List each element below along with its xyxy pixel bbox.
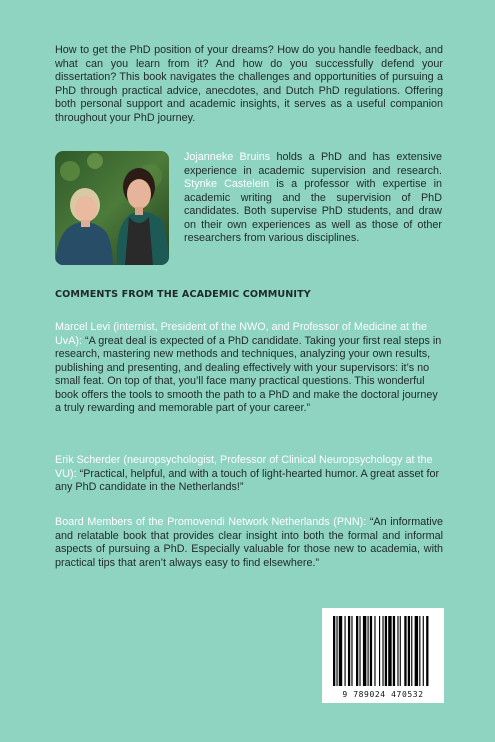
comment-3 bbox=[55, 516, 443, 570]
barcode-bar bbox=[423, 616, 424, 686]
comment-3-quote: “An informative and relatable book that provides clear insight into both the formal and informal aspects of pursuing a PhD. Especially valuable for those new to academia, with practical tips that aren’t always easy to find elsewhere.” bbox=[55, 516, 444, 569]
barcode-bar bbox=[411, 616, 412, 686]
barcode-bar bbox=[351, 616, 352, 686]
barcode-bar bbox=[426, 616, 428, 686]
comment-1 bbox=[55, 321, 443, 416]
comment-1-attribution: Marcel Levi (internist, President of the NWO, and Professor of Medicine at the UvA): bbox=[55, 321, 428, 347]
barcode-bar bbox=[374, 616, 375, 686]
barcode-bar bbox=[419, 616, 420, 686]
authors-bio bbox=[184, 151, 442, 246]
barcode-bar bbox=[370, 616, 372, 686]
authors-photo bbox=[55, 151, 169, 265]
author-bio-1: holds a PhD and has extensive experience in academic supervision and research. bbox=[184, 151, 443, 177]
comment-2-quote: “Practical, helpful, and with a touch of light-hearted humor. A great asset for any PhD candidate in the Netherlands!” bbox=[55, 467, 440, 493]
isbn-barcode bbox=[322, 608, 444, 703]
barcode-bar bbox=[359, 616, 360, 686]
comments-heading: COMMENTS FROM THE ACADEMIC COMMUNITY bbox=[55, 289, 311, 300]
barcode-bar bbox=[388, 616, 391, 686]
author-name-1: Jojanneke Bruins bbox=[184, 151, 271, 163]
comment-1-quote: “A great deal is expected of a PhD candidate. Taking your first real steps in research, mastering new methods and techniques, analyzing your own results, publishing and presenting, and dealing effectively with your supervisors: it’s no small feat. On top of that, you’ll face many practical questions. This wonderful book offers the tools to smooth the path to a PhD and make the doctoral journey a truly rewarding and memorable part of your career.” bbox=[55, 334, 442, 414]
book-description: How to get the PhD position of your dreams? How do you handle feedback, and what can you learn from it? And how do you successfully defend your dissertation? This book navigates the challenges and opportunities of pursuing a PhD through practical advice, anecdotes, and Dutch PhD regulations. Offering both personal support and academic insights, it serves as a useful companion throughout your PhD journey. bbox=[55, 44, 443, 124]
isbn-number: 9 789024 470532 bbox=[342, 690, 424, 699]
barcode-bar bbox=[339, 616, 342, 686]
author-name-2: Stynke Castelein bbox=[184, 178, 270, 190]
barcode-bar bbox=[363, 616, 366, 686]
barcode-bar bbox=[382, 616, 383, 686]
barcode-bar bbox=[333, 616, 335, 686]
barcode-bar bbox=[379, 616, 380, 686]
barcode-bar bbox=[397, 616, 398, 686]
barcode-bars bbox=[331, 616, 435, 688]
barcode-bar bbox=[408, 616, 410, 686]
comment-3-attribution: Board Members of the Promovendi Network Netherlands (PNN): bbox=[55, 516, 367, 528]
barcode-bar bbox=[404, 616, 406, 686]
barcode-bar bbox=[400, 616, 401, 686]
author-bio-2: is a professor with expertise in academic writing and the supervision of PhD candidates. Both supervise PhD students, and draw on their own experiences as well as those of other researchers from various disciplines. bbox=[184, 178, 442, 244]
barcode-bar bbox=[345, 616, 346, 686]
barcode-bar bbox=[393, 616, 395, 686]
barcode-bar bbox=[336, 616, 337, 686]
barcode-bar bbox=[368, 616, 369, 686]
comment-2-attribution: Erik Scherder (neuropsychologist, Professor of Clinical Neuropsychology at the VU): bbox=[55, 454, 433, 480]
barcode-bar bbox=[348, 616, 350, 686]
barcode-bar bbox=[385, 616, 387, 686]
barcode-bar bbox=[415, 616, 418, 686]
barcode-bar bbox=[356, 616, 358, 686]
comment-2 bbox=[55, 454, 443, 495]
